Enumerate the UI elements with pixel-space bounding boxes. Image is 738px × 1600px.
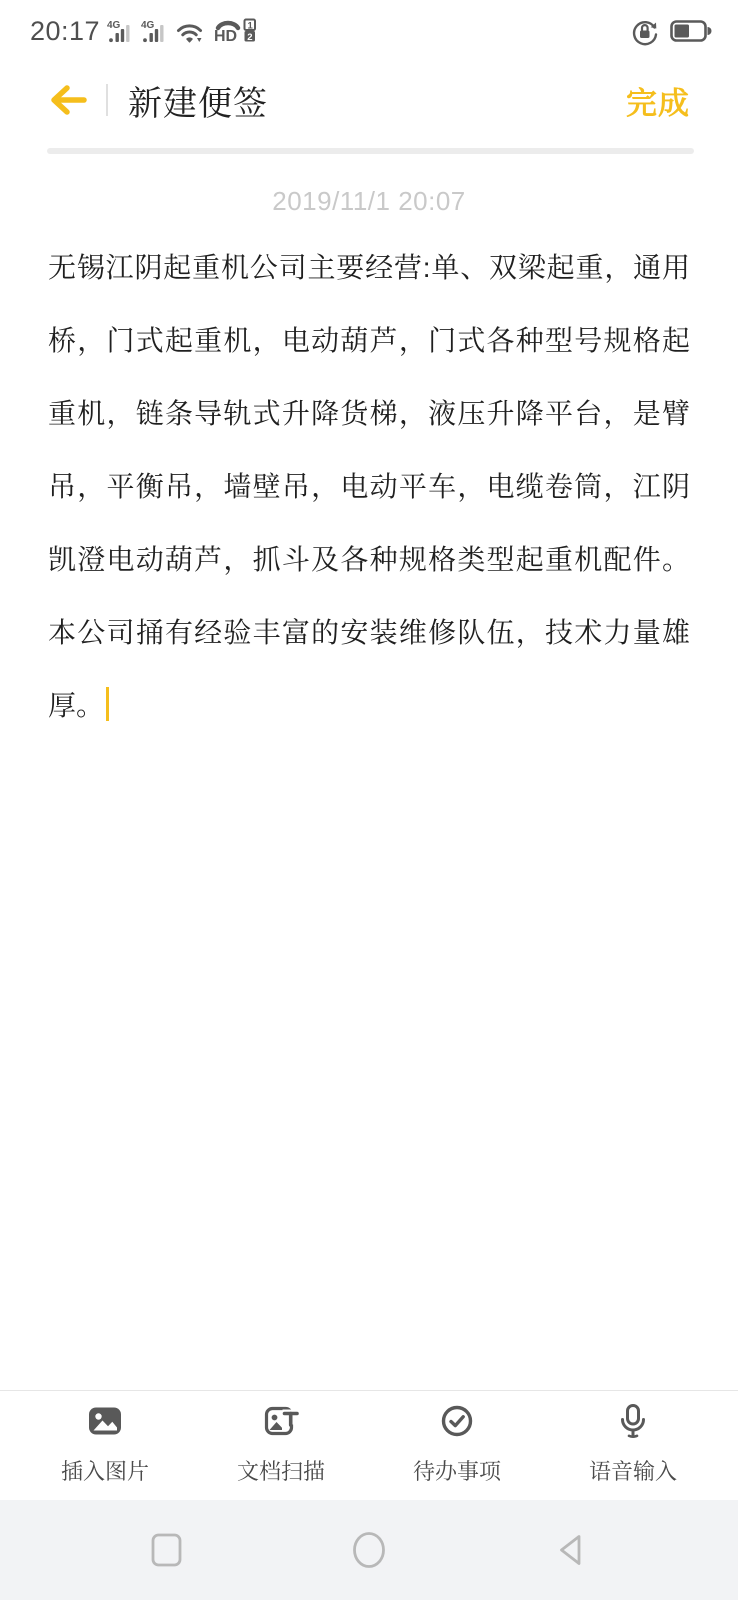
toolbar-label: 语音输入	[588, 1458, 677, 1484]
header-divider	[106, 84, 108, 116]
toolbar-label: 插入图片	[60, 1458, 149, 1484]
note-text[interactable]	[0, 231, 738, 742]
svg-text:4G: 4G	[107, 19, 121, 31]
text-cursor	[106, 687, 109, 721]
svg-text:2: 2	[247, 31, 253, 43]
home-circle-icon	[350, 1530, 388, 1570]
toolbar-label: 待办事项	[412, 1458, 501, 1484]
document-scan-button[interactable]	[231, 1400, 331, 1486]
status-bar	[0, 0, 738, 56]
signal-4g-sim2-icon	[141, 18, 168, 45]
clock: 20:17	[30, 15, 101, 46]
back-arrow-icon	[48, 83, 88, 117]
document-scan-icon	[260, 1400, 302, 1447]
note-timestamp: 2019/11/1 20:07	[272, 186, 466, 216]
wifi-icon	[175, 18, 205, 45]
svg-text:4G: 4G	[141, 19, 155, 31]
volte-hd-icon	[212, 17, 258, 45]
insert-image-icon	[84, 1400, 126, 1447]
svg-text:1: 1	[247, 20, 253, 32]
home-button[interactable]	[350, 1530, 388, 1570]
page-title: 新建便签	[128, 84, 268, 123]
header	[0, 56, 738, 144]
todo-button[interactable]	[407, 1400, 507, 1486]
rotation-lock-icon	[629, 16, 660, 47]
back-triangle-icon	[554, 1532, 588, 1568]
back-button[interactable]	[48, 83, 88, 117]
back-nav-button[interactable]	[554, 1532, 588, 1568]
voice-input-icon	[612, 1400, 654, 1447]
signal-4g-sim1-icon	[107, 18, 134, 45]
done-button[interactable]: 完成	[626, 85, 690, 121]
voice-input-button[interactable]	[583, 1400, 683, 1486]
recents-button[interactable]	[150, 1532, 184, 1568]
todo-check-icon	[436, 1400, 478, 1447]
system-nav-bar	[0, 1500, 738, 1600]
insert-image-button[interactable]	[55, 1400, 155, 1486]
svg-text:HD: HD	[214, 28, 238, 45]
recents-square-icon	[150, 1532, 184, 1568]
note-text-content: 无锡江阴起重机公司主要经营:单、双梁起重，通用桥，门式起重机，电动葫芦，门式各种型号规格起重机，链条导轨式升降货梯，液压升降平台，是臂吊，平衡吊，墙壁吊，电动平车，电缆卷筒，江阴凯澄电动葫芦，抓斗及各种规格类型起重机配件。本公司捅有经验丰富的安装维修队伍，技术力量雄厚。	[48, 252, 690, 721]
note-editor[interactable]	[0, 154, 738, 1390]
battery-icon	[670, 19, 712, 43]
toolbar-label: 文档扫描	[236, 1458, 325, 1484]
note-toolbar	[0, 1390, 738, 1500]
